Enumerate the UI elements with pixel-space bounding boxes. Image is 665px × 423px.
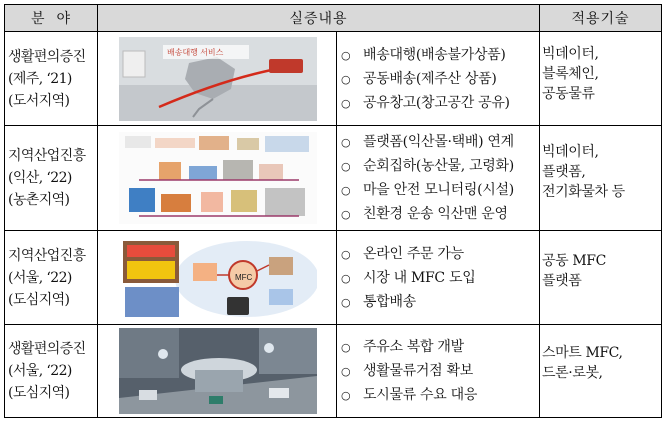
image-cell <box>98 126 337 231</box>
list-item: ○ 마을 안전 모니터링(시설) <box>341 182 514 198</box>
field-region-year: (제주, ‘21) <box>8 70 72 87</box>
list-item: ○ 온라인 주문 가능 <box>341 245 464 262</box>
tech-cell: 빅데이터, 플랫폼, 전기화물차 등 <box>540 126 662 231</box>
list-item: ○ 통합배송 <box>341 293 416 310</box>
list-item: ○ 공동배송(제주산 상품) <box>341 70 497 87</box>
image-caption: MFC <box>235 272 253 282</box>
list-item: ○ 주유소 복합 개발 <box>341 339 464 355</box>
items-cell <box>337 32 540 126</box>
tech-cell: 스마트 MFC, 드론·로봇, <box>540 325 662 418</box>
field-cell: 지역산업진흥 (서울, ‘22) (도심지역) <box>5 231 98 325</box>
list-item: ○ 생활물류거점 확보 <box>341 363 473 379</box>
table-row <box>5 32 662 126</box>
jeju-map-image <box>119 37 317 121</box>
list-item: ○ 플랫폼(익산몰·택배) 연계 <box>341 134 514 150</box>
header-tech: 적용기술 <box>540 5 662 32</box>
demo-projects-table <box>4 4 662 418</box>
list-item: ○ 순회집하(농산물, 고령화) <box>341 158 514 174</box>
image-caption: 배송대행 서비스 <box>167 47 224 57</box>
table-header-row <box>5 5 662 32</box>
tech-cell: 빅데이터, 블록체인, 공동물류 <box>540 32 662 126</box>
list-item: ○ 시장 내 MFC 도입 <box>341 269 476 286</box>
field-cell <box>5 32 98 126</box>
image-cell <box>98 231 337 325</box>
items-cell <box>337 231 540 325</box>
list-item: ○ 친환경 운송 익산맨 운영 <box>341 206 508 222</box>
field-cell: 지역산업진흥 (익산, ‘22) (농촌지역) <box>5 126 98 231</box>
table-row <box>5 325 662 418</box>
items-cell <box>337 126 540 231</box>
field-name: 생활편의증진 <box>8 48 86 65</box>
table-row <box>5 231 662 325</box>
header-practice: 실증내용 <box>98 5 540 32</box>
list-item: ○ 공유창고(창고공간 공유) <box>341 94 510 111</box>
image-cell <box>98 325 337 418</box>
list-item: ○ 배송대행(배송불가상품) <box>341 46 506 63</box>
iksan-diagram-image <box>119 132 317 224</box>
field-cell: 생활편의증진 (서울, ‘22) (도심지역) <box>5 325 98 418</box>
image-cell <box>98 32 337 126</box>
field-area-type: (도서지역) <box>8 92 70 109</box>
urban-hub-image <box>119 328 317 414</box>
items-cell <box>337 325 540 418</box>
header-field: 분 야 <box>5 5 98 32</box>
tech-cell: 공동 MFC 플랫폼 <box>540 231 662 325</box>
market-mfc-image <box>119 235 317 321</box>
list-item: ○ 도시물류 수요 대응 <box>341 387 478 403</box>
table-row <box>5 126 662 231</box>
